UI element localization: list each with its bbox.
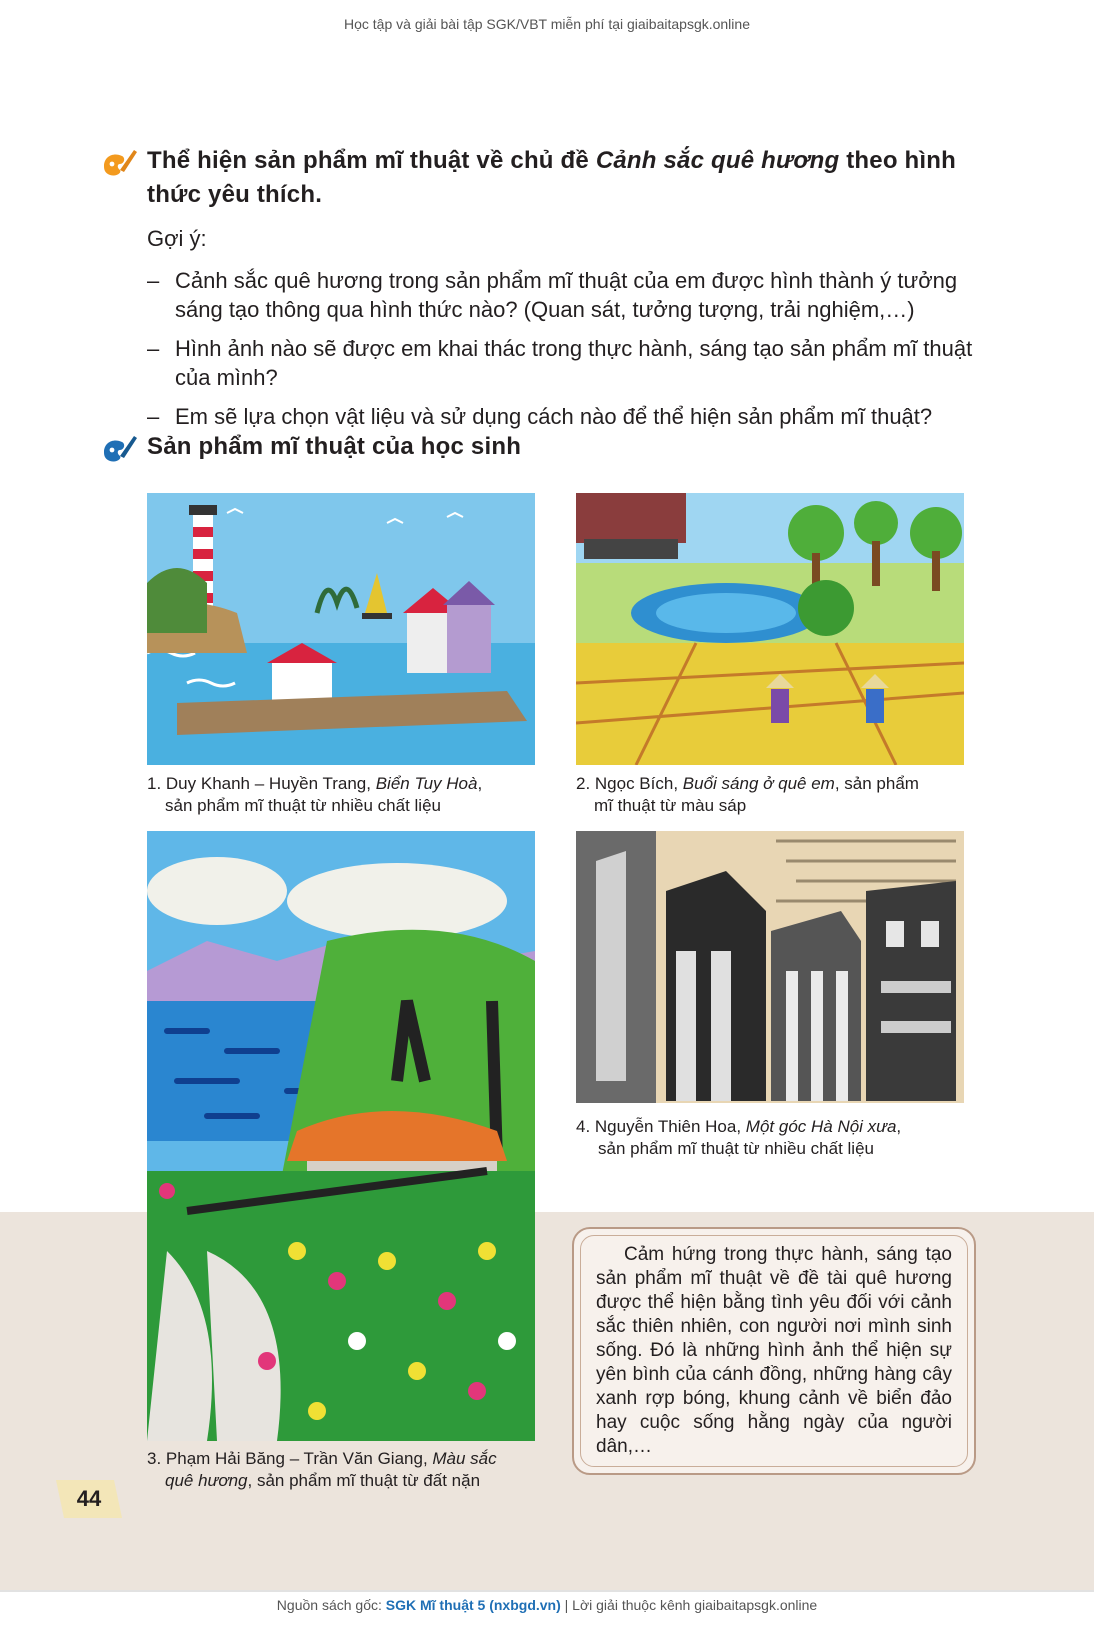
artwork-mau-sac-que-huong [147,831,535,1441]
bullet-dash: – [147,404,160,429]
artwork-mot-goc-ha-noi-xua [576,831,964,1103]
footer-note [0,1597,1094,1613]
footer-prefix: Nguồn sách gốc: [276,1597,386,1613]
caption-title-cont: quê hương [165,1471,248,1490]
caption-material: mĩ thuật từ màu sáp [594,796,747,815]
note-box [572,1227,976,1475]
header-note: Học tập và giải bài tập SGK/VBT miễn phí tại giaibaitapsgk.online [344,16,750,32]
caption-author: 3. Phạm Hải Băng – Trần Văn Giang, [147,1449,433,1468]
caption-title: Màu sắc [432,1449,497,1468]
bullet-dash: – [147,268,160,293]
suggest-label: Gợi ý: [147,226,207,251]
bullet-dash: – [147,336,160,361]
section2-heading: Sản phẩm mĩ thuật của học sinh [147,433,522,460]
caption-punct: , sản phẩm [834,774,919,793]
heading-italic: Cảnh sắc quê hương [595,147,840,174]
caption-artwork-3 [147,1448,567,1492]
caption-artwork-1 [147,773,557,817]
caption-title: Một góc Hà Nội xưa [745,1117,897,1136]
note-text: Cảm hứng trong thực hành, sáng tạo sản phẩm mĩ thuật về đề tài quê hương được thể hiện bằng tình yêu đối với cảnh sắc thiên nhiên, con người nơi mình sinh sống. Đó là những hình ảnh thể hiện sự yên bình của cánh đồng, những hàng cây xanh rợp bóng, khung cảnh về biển đảo hay cuộc sống hằng ngày của người dân,… [596,1244,952,1457]
suggestion-list [147,266,983,441]
caption-material: , sản phẩm mĩ thuật từ đất nặn [247,1471,481,1490]
source-link[interactable]: SGK Mĩ thuật 5 (nxbgd.vn) [385,1597,561,1613]
caption-title: Biển Tuy Hoà [375,774,478,793]
caption-artwork-2 [576,773,976,817]
heading-text-end: theo hình thức yêu thích. [147,147,957,208]
bullet-text: Hình ảnh nào sẽ được em khai thác trong thực hành, sáng tạo sản phẩm mĩ thuật của mình? [175,336,973,390]
brush-palette-icon [100,432,138,466]
heading-text: Thể hiện sản phẩm mĩ thuật về chủ đề [147,147,596,174]
bullet-text: Cảnh sắc quê hương trong sản phẩm mĩ thuật của em được hình thành ý tưởng sáng tạo thông qua hình thức nào? (Quan sát, tưởng tượng, trải nghiệm,…) [175,268,958,322]
section1-heading [147,144,987,212]
bullet-text: Em sẽ lựa chọn vật liệu và sử dụng cách nào để thể hiện sản phẩm mĩ thuật? [175,404,933,429]
caption-author: 4. Nguyễn Thiên Hoa, [576,1117,746,1136]
list-item [147,402,983,431]
footer-divider [0,1590,1094,1592]
page-number [56,1480,122,1518]
caption-artwork-4 [576,1116,976,1160]
list-item [147,266,983,324]
caption-author: 1. Duy Khanh – Huyền Trang, [147,774,376,793]
list-item [147,334,983,392]
caption-title: Buổi sáng ở quê em [682,774,835,793]
caption-punct: , [896,1117,902,1136]
caption-author: 2. Ngọc Bích, [576,774,683,793]
artwork-bien-tuy-hoa [147,493,535,765]
footer-suffix: | Lời giải thuộc kênh giaibaitapsgk.online [560,1597,818,1613]
caption-punct: , [477,774,483,793]
caption-material: sản phẩm mĩ thuật từ nhiều chất liệu [598,1139,874,1158]
caption-material: sản phẩm mĩ thuật từ nhiều chất liệu [165,796,441,815]
artwork-buoi-sang-o-que-em [576,493,964,765]
brush-palette-icon [100,146,138,180]
page-number-text: 44 [76,1486,102,1511]
